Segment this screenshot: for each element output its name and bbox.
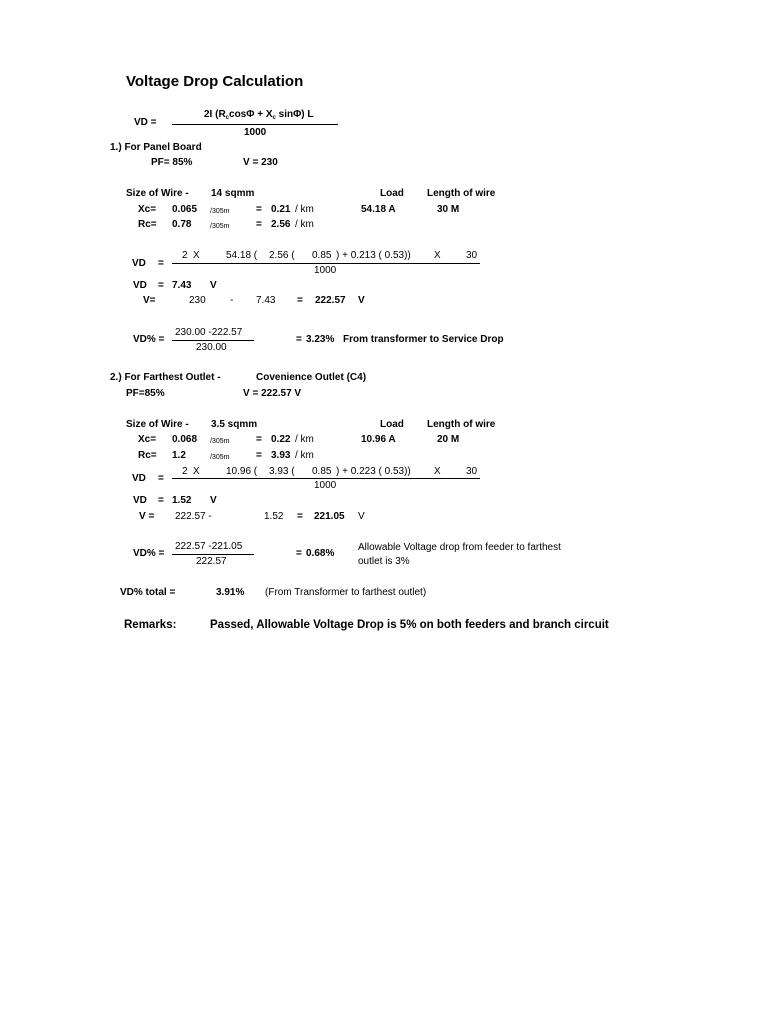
section1-pct-numerator: 230.00 -222.57: [175, 327, 243, 338]
section1-vd-label: VD: [133, 280, 147, 291]
section2-calc-current: 10.96 (: [226, 466, 258, 477]
section1-calc-lhs: VD: [132, 258, 146, 269]
section2-v-label: V =: [139, 511, 155, 522]
section2-pct-fraction-line: [172, 554, 254, 555]
section1-calc-x2: X: [434, 250, 441, 261]
section1-pct-eq: =: [296, 334, 302, 345]
section1-rc-km: 2.56: [271, 219, 291, 230]
section1-calc-x1: X: [193, 250, 200, 261]
section2-calc-rc: 3.93 (: [269, 466, 295, 477]
total-label: VD% total =: [120, 587, 176, 598]
formula-lhs: VD =: [134, 117, 157, 128]
section1-load-label: Load: [380, 188, 404, 199]
section2-load-label: Load: [380, 419, 404, 430]
section2-pct-numerator: 222.57 -221.05: [175, 541, 243, 552]
section1-calc-current: 54.18 (: [226, 250, 258, 261]
section2-calc-eq: =: [158, 473, 164, 484]
section2-calc-x1: X: [193, 466, 200, 477]
section1-rc-label: Rc=: [138, 219, 157, 230]
page-title: Voltage Drop Calculation: [126, 73, 304, 90]
section1-v-source: 230: [189, 295, 206, 306]
remarks-label: Remarks:: [124, 619, 177, 631]
section1-xc-km: 0.21: [271, 204, 291, 215]
section2-v-unit: V: [358, 511, 365, 522]
section1-xc-unit: /305m: [210, 208, 230, 215]
section2-pct-denominator: 222.57: [196, 556, 227, 567]
section2-wire-label: Size of Wire -: [126, 419, 189, 430]
section1-v-eq: =: [297, 295, 303, 306]
section2-pct-eq: =: [296, 548, 302, 559]
section1-rc-unit: /305m: [210, 223, 230, 230]
section1-rc-eq: =: [256, 219, 262, 230]
section2-pct-label: VD% =: [133, 548, 165, 559]
section2-wire-size: 3.5 sqmm: [211, 419, 258, 430]
section1-vd-unit: V: [210, 280, 217, 291]
section1-xc-eq: =: [256, 204, 262, 215]
section2-heading: 2.) For Farthest Outlet -: [110, 372, 221, 383]
section2-pct-value: 0.68%: [306, 548, 335, 559]
section2-xc-km: 0.22: [271, 434, 291, 445]
section1-calc-2: 2: [182, 250, 188, 261]
total-note: (From Transformer to farthest outlet): [265, 587, 427, 598]
section2-calc-lhs: VD: [132, 473, 146, 484]
section2-note-line2: outlet is 3%: [358, 556, 410, 567]
section1-xc-label: Xc=: [138, 204, 157, 215]
section2-v-result: 221.05: [314, 511, 345, 522]
section2-calc-length: 30: [466, 466, 478, 477]
section1-pf: PF= 85%: [151, 157, 193, 168]
section1-calc-fraction-line: [172, 263, 480, 264]
section2-calc-x2: X: [434, 466, 441, 477]
section2-calc-xc-term: ) + 0.223 ( 0.53)): [336, 466, 411, 477]
section2-xc-km-unit: / km: [295, 434, 314, 445]
section2-v-eq: =: [297, 511, 303, 522]
section1-v-drop: 7.43: [256, 295, 276, 306]
section2-rc-eq: =: [256, 450, 262, 461]
section2-load-value: 10.96 A: [361, 434, 396, 445]
section2-calc-fraction-line: [172, 478, 480, 479]
section2-rc-value: 1.2: [172, 450, 186, 461]
section1-vd-value: 7.43: [172, 280, 192, 291]
section2-xc-value: 0.068: [172, 434, 198, 445]
section2-voltage: V = 222.57 V: [243, 388, 302, 399]
section2-vd-value: 1.52: [172, 495, 192, 506]
section1-calc-rc: 2.56 (: [269, 250, 295, 261]
section2-v-drop: 1.52: [264, 511, 284, 522]
section1-v-unit: V: [358, 295, 365, 306]
section1-xc-km-unit: / km: [295, 204, 314, 215]
section1-voltage: V = 230: [243, 157, 278, 168]
remarks-text: Passed, Allowable Voltage Drop is 5% on both feeders and branch circuit: [210, 619, 609, 631]
section2-outlet: Covenience Outlet (C4): [256, 372, 367, 383]
section2-xc-label: Xc=: [138, 434, 157, 445]
section1-pct-value: 3.23%: [306, 334, 335, 345]
section1-vd-eq: =: [158, 280, 164, 291]
section2-calc-2: 2: [182, 466, 188, 477]
section1-calc-pf: 0.85: [312, 250, 332, 261]
section1-pct-note: From transformer to Service Drop: [343, 334, 504, 345]
section2-calc-pf: 0.85: [312, 466, 332, 477]
section1-v-label: V=: [143, 295, 156, 306]
section1-wire-size: 14 sqmm: [211, 188, 255, 199]
total-value: 3.91%: [216, 587, 245, 598]
section1-pct-denominator: 230.00: [196, 342, 227, 353]
section2-note-line1: Allowable Voltage drop from feeder to farthest: [358, 542, 561, 553]
section1-calc-denominator: 1000: [314, 265, 337, 276]
section2-rc-km-unit: / km: [295, 450, 314, 461]
section1-length-value: 30 M: [437, 204, 460, 215]
section1-calc-length: 30: [466, 250, 478, 261]
section2-v-source: 222.57 -: [175, 511, 212, 522]
section1-calc-eq: =: [158, 258, 164, 269]
section1-calc-xc-term: ) + 0.213 ( 0.53)): [336, 250, 411, 261]
section2-vd-unit: V: [210, 495, 217, 506]
section2-length-value: 20 M: [437, 434, 460, 445]
section2-xc-unit: /305m: [210, 438, 230, 445]
section2-length-label: Length of wire: [427, 419, 496, 430]
section2-rc-label: Rc=: [138, 450, 157, 461]
section1-pct-fraction-line: [172, 340, 254, 341]
section1-rc-km-unit: / km: [295, 219, 314, 230]
formula-numerator: 2I ($R_c\cos\Phi + X_c$ sinΦ) L: [204, 109, 314, 121]
formula-fraction-line: [172, 124, 338, 125]
section2-xc-eq: =: [256, 434, 262, 445]
section1-pct-label: VD% =: [133, 334, 165, 345]
section1-load-value: 54.18 A: [361, 204, 396, 215]
section1-heading: 1.) For Panel Board: [110, 142, 202, 153]
section1-length-label: Length of wire: [427, 188, 496, 199]
section1-v-result: 222.57: [315, 295, 346, 306]
section2-rc-km: 3.93: [271, 450, 291, 461]
section2-pf: PF=85%: [126, 388, 165, 399]
section1-rc-value: 0.78: [172, 219, 192, 230]
section1-v-minus: -: [230, 295, 234, 306]
section2-vd-eq: =: [158, 495, 164, 506]
section2-rc-unit: /305m: [210, 454, 230, 461]
formula-denominator: 1000: [244, 127, 267, 138]
section2-calc-denominator: 1000: [314, 480, 337, 491]
section2-vd-label: VD: [133, 495, 147, 506]
section1-wire-label: Size of Wire -: [126, 188, 189, 199]
section1-xc-value: 0.065: [172, 204, 198, 215]
